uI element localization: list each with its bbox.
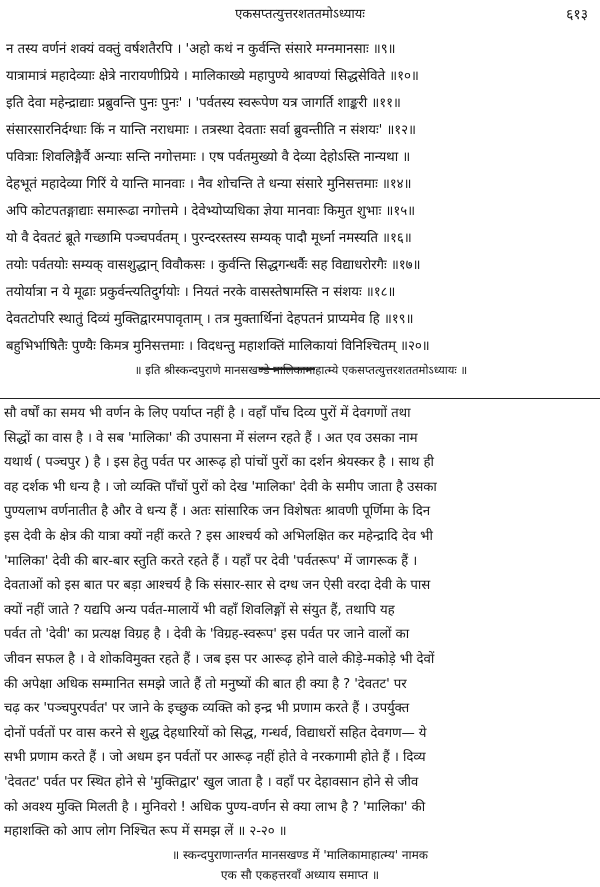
verse-line: यो वै देवतटं ब्रूते गच्छामि पञ्चपर्वतम् । पुरन्दरस्तस्य सम्यक् पादौ मूर्ध्ना नमस्यति ॥१६॥ [6, 231, 412, 246]
verse-line: अपि कोटपतङ्गाद्याः समारूढा नगोत्तमे । देवेभ्योप्यधिका ज्ञेया मानवाः किमुत शुभाः ॥१५॥ [6, 204, 415, 219]
verse-line: तयोः पर्वतयोः सम्यक् वासशुद्धान् विवौकसः । कुर्वन्ति सिद्धगन्धर्वैः सह विद्याधरोरगैः ॥१७॥ [6, 258, 421, 273]
verse-line: संसारसारनिर्दग्धाः किं न यान्ति नराधमाः । तत्रस्था देवताः सर्वा ब्रुवन्तीति न संशयः' ॥१२॥ [6, 123, 416, 138]
commentary-line: महाशक्ति को आप लोग निश्चित रूप में समझ लें ॥ २-२० ॥ [4, 824, 287, 840]
commentary-line: चढ़ कर 'पञ्चपुरपर्वत' पर जाने के इच्छुक व्यक्ति को इन्द्र भी प्रणाम करते हैं । उपर्युक्त [4, 701, 410, 717]
commentary-line: को अवश्य मुक्ति मिलती है । मुनिवरो ! अधिक पुण्य-वर्णन से क्या लाभ है ? 'मालिका' की [4, 799, 426, 815]
commentary-line: देवताओं को इस बात पर बड़ा आश्चर्य है कि संसार-सार से दग्ध जन ऐसी वरदा देवी के पास [4, 578, 431, 594]
hindi-colophon-line: ॥ स्कन्दपुराणान्तर्गत मानसखण्ड में 'मालिकामाहात्म्य' नामक [172, 848, 428, 862]
commentary-line: सौ वर्षों का समय भी वर्णन के लिए पर्याप्त नहीं है । वहाँ पाँच दिव्य पुरों में देवगणों तथा [4, 406, 411, 421]
verse-line: देवतटोपरि स्थातुं दिव्यं मुक्तिद्वारमपावृताम् । तत्र मुक्तार्थिनां देहपतनं प्राप्यमेव हि ॥१९॥ [6, 312, 414, 327]
hindi-colophon-line: एक सौ एकहत्तरवाँ अध्याय समाप्त ॥ [220, 868, 380, 882]
short-divider [259, 368, 315, 370]
commentary-line: यथार्थ ( पञ्चपुर ) है । इस हेतु पर्वत पर आरूढ़ हो पांचों पुरों का दर्शन श्रेयस्कर है । साथ ही [4, 455, 434, 471]
commentary-line: क्यों नहीं जाते ? यद्यपि अन्य पर्वत-मालायें भी वहाँ शिवलिङ्गों से संयुत हैं, तथापि यह [4, 602, 395, 618]
commentary-line: जीवन सफल है । वे शोकविमुक्त रहते हैं । जब इस पर आरूढ़ होने वाले कीड़े-मकोड़े भी देवों [4, 651, 435, 667]
commentary-line: पर्वत तो 'देवी' का प्रत्यक्ष विग्रह है । देवी के 'विग्रह-स्वरूप' इस पर्वत पर जाने वालों का [4, 627, 410, 643]
hindi-commentary [4, 402, 596, 845]
page-header [0, 4, 600, 26]
commentary-line: दोनों पर्वतों पर वास करने से शुद्ध देहधारियों को सिद्ध, गन्धर्व, विद्याधरों सहित देवगण— ये [4, 725, 427, 741]
verse-line: तयोर्यात्रा न ये मूढाः प्रकुर्वन्त्यतिदुर्गयोः । नियतं नरके वासस्तेषामस्ति न संशयः ॥१८॥ [6, 285, 396, 300]
section-divider [0, 398, 600, 399]
page-number: ६१३ [566, 7, 588, 23]
commentary-line: पुण्यलाभ वर्णनातीत है और वे धन्य हैं । अतः सांसारिक जन विशेषतः श्रावणी पूर्णिमा के दिन [4, 504, 430, 520]
commentary-line: सभी प्रणाम करते हैं । जो अधम इन पर्वतों पर आरूढ़ नहीं होते वे नरकगामी होते हैं । दिव्य [4, 750, 426, 766]
verse-line: पवित्राः शिवलिङ्गैर्वै अन्याः सन्ति नगोत्तमाः । एष पर्वतमुख्यो वै देव्या देहोऽस्ति नान्यथा ॥ [6, 150, 411, 165]
commentary-line: इस देवी के क्षेत्र की यात्रा क्यों नहीं करते ? इस आश्चर्य को अभिलक्षित कर महेन्द्रादि देव भी [4, 528, 433, 544]
commentary-line: की अपेक्षा अधिक सम्मानित समझे जाते हैं तो मनुष्यों की बात ही क्या है ? 'देवतट' पर [4, 676, 407, 692]
sanskrit-colophon: ॥ इति श्रीस्कन्दपुराणे मानसखण्डे मालिकामाहात्म्ये एकसप्तत्युत्तरशततमोऽध्यायः ॥ [134, 363, 468, 377]
verse-line: इति देवा महेन्द्राद्याः प्रब्रुवन्ति पुनः पुनः' । 'पर्वतस्य स्वरूपेण यत्र जागर्ति शाङ्करी ॥११॥ [6, 96, 401, 111]
commentary-line: सिद्धों का वास है । वे सब 'मालिका' की उपासना में संलग्न रहते हैं । अत एव उसका नाम [4, 430, 418, 446]
commentary-line: 'मालिका' देवी की बार-बार स्तुति करते रहते हैं । यहाँ पर देवी 'पर्वतरूप' में जागरूक हैं । [4, 553, 418, 569]
commentary-line: 'देवतट' पर्वत पर स्थित होने से 'मुक्तिद्वार' खुल जाता है । वहाँ पर देहावसान होने से जीव [4, 774, 419, 790]
chapter-title: एकसप्तत्युत्तरशततमोऽध्यायः [235, 7, 365, 22]
verse-line: देहभूतं महादेव्या गिरिं ये यान्ति मानवाः । नैव शोचन्ति ते धन्या संसारे मुनिसत्तमाः ॥१४॥ [6, 177, 412, 192]
commentary-line: वह दर्शक भी धन्य है । जो व्यक्ति पाँचों पुरों को देख 'मालिका' देवी के समीप जाता है उसका [4, 479, 437, 495]
verse-line: बहुभिर्भाषितैः पुण्यैः किमत्र मुनिसत्तमाः । विदधन्तु महाशक्तिं मालिकायां विनिश्चितम् ॥२०॥ [6, 339, 430, 354]
verse-line: यात्रामात्रं महादेव्याः क्षेत्रे नारायणीप्रिये । मालिकाख्ये महापुण्ये श्रावण्यां सिद्धसेविते ॥१०॥ [6, 69, 419, 84]
verse-line: न तस्य वर्णनं शक्यं वक्तुं वर्षशतैरपि । 'अहो कथं न कुर्वन्ति संसारे मग्नमानसाः ॥९॥ [6, 42, 396, 57]
sanskrit-verses [6, 36, 596, 381]
